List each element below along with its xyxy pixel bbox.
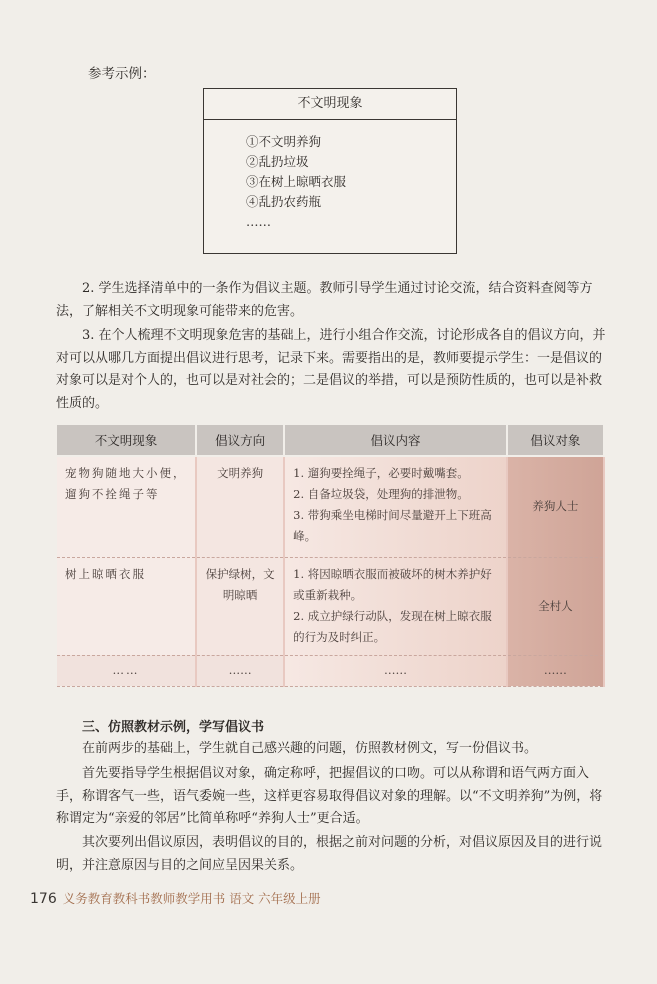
- uncivil-phenomena-box: [203, 88, 457, 254]
- content-item: 2. 成立护绿行动队，发现在树上晾衣服的行为及时纠正。: [293, 608, 492, 644]
- cell-content: [284, 456, 507, 557]
- list-item: ③在树上晾晒衣服: [246, 174, 347, 189]
- list-item: ②乱扔垃圾: [246, 154, 309, 169]
- reference-example-label: 参考示例：: [88, 66, 156, 82]
- content-item: 3. 带狗乘坐电梯时间尽量避开上下班高峰。: [293, 508, 492, 543]
- section-heading: 三、仿照教材示例，学写倡议书: [82, 720, 265, 735]
- cell-target: ……: [507, 655, 604, 686]
- paragraph-intro: 在前两步的基础上，学生就自己感兴趣的问题，仿照教材例文，写一份倡议书。: [82, 741, 538, 756]
- book-title: 义务教育教科书教师教学用书 语文 六年级上册: [62, 891, 321, 906]
- cell-direction: 保护绿树，文明晾晒: [196, 557, 284, 655]
- cell-phenomenon: 树上晾晒衣服: [57, 557, 196, 655]
- list-item: ①不文明养狗: [246, 134, 322, 149]
- content-item: 2. 自备垃圾袋，处理狗的排泄物。: [293, 487, 469, 501]
- phenomena-list: [204, 120, 456, 232]
- content-item: 1. 遛狗要拴绳子，必要时戴嘴套。: [293, 466, 469, 480]
- cell-content: [284, 557, 507, 655]
- cell-target: 全村人: [507, 557, 604, 655]
- cell-direction: 文明养狗: [196, 456, 284, 557]
- proposal-table: [57, 425, 605, 687]
- table-row: [57, 557, 604, 655]
- content-item: 1. 将因晾晒衣服而被破坏的树木养护好或重新栽种。: [293, 566, 492, 602]
- cell-phenomenon: 宠物狗随地大小便，遛狗不拴绳子等: [57, 456, 196, 557]
- cell-phenomenon: ……: [57, 655, 196, 686]
- paragraph-addressing: 首先要指导学生根据倡议对象，确定称呼，把握倡议的口吻。可以从称谓和语气两方面入手，称谓客气一些，语气委婉一些，这样更容易取得倡议对象的理解。以“不文明养狗”为例，将称谓定为“亲爱的邻居”比简单称呼“养狗人士”更合适。: [56, 766, 603, 826]
- table-row: [57, 456, 604, 557]
- paragraph-step-3: 3. 在个人梳理不文明现象危害的基础上，进行小组合作交流，讨论形成各自的倡议方向，并对可以从哪几方面提出倡议进行思考，记录下来。需要指出的是，教师要提示学生：一是倡议的对象可以是对个人的，也可以是对社会的；二是倡议的举措，可以是预防性质的，也可以是补救性质的。: [56, 328, 606, 411]
- list-item: ……: [246, 214, 271, 229]
- cell-content: ……: [284, 655, 507, 686]
- table-header-row: [57, 425, 604, 456]
- header-direction: 倡议方向: [196, 425, 284, 456]
- page-number: 176: [30, 891, 57, 907]
- list-item: ④乱扔农药瓶: [246, 194, 322, 209]
- cell-target: 养狗人士: [507, 456, 604, 557]
- header-target: 倡议对象: [507, 425, 604, 456]
- box-title: 不文明现象: [204, 89, 456, 120]
- page-footer: [30, 889, 321, 907]
- paragraph-step-2: 2. 学生选择清单中的一条作为倡议主题。教师引导学生通过讨论交流，结合资料查阅等方法，了解相关不文明现象可能带来的危害。: [56, 281, 593, 319]
- header-phenomenon: 不文明现象: [57, 425, 196, 456]
- cell-direction: ……: [196, 655, 284, 686]
- header-content: 倡议内容: [284, 425, 507, 456]
- paragraph-reasons: 其次要列出倡议原因，表明倡议的目的，根据之前对问题的分析，对倡议原因及目的进行说明，并注意原因与目的之间应呈因果关系。: [56, 835, 603, 873]
- table-row: [57, 655, 604, 686]
